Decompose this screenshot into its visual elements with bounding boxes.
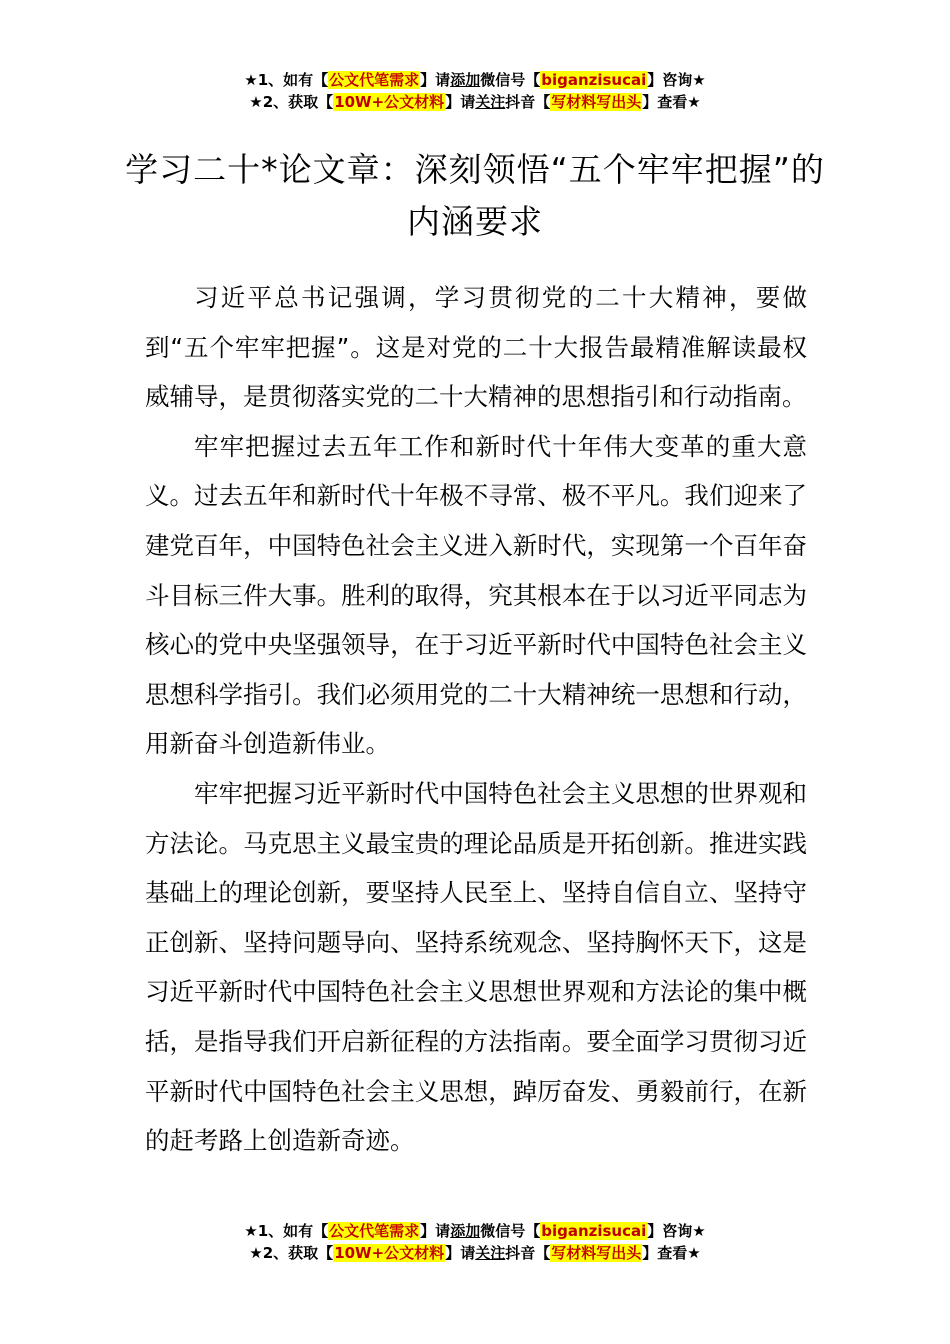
- promo-underlined: 关注: [475, 93, 506, 111]
- promo-underlined: 添加: [450, 71, 481, 89]
- promo-banner-bottom: [0, 1220, 950, 1264]
- promo-text: 抖音【: [505, 1244, 551, 1262]
- document-body: [145, 273, 807, 1166]
- promo-text: ★1、如有【: [244, 1222, 329, 1240]
- promo-line-2: [0, 91, 950, 113]
- promo-highlight: 公文代笔需求: [329, 71, 420, 89]
- promo-line-2: [0, 1242, 950, 1264]
- promo-text: 】请: [420, 71, 451, 89]
- promo-text: 】请: [445, 93, 476, 111]
- promo-text: ★2、获取【: [249, 1244, 334, 1262]
- promo-text: 】请: [420, 1222, 451, 1240]
- promo-wechat-id: biganzisucai: [541, 71, 647, 89]
- promo-text: ★1、如有【: [244, 71, 329, 89]
- promo-banner-top: [0, 69, 950, 113]
- promo-underlined: 添加: [450, 1222, 481, 1240]
- body-paragraph: 习近平总书记强调，学习贯彻党的二十大精神，要做到“五个牢牢把握”。这是对党的二十大报告最精准解读最权威辅导，是贯彻落实党的二十大精神的思想指引和行动指南。: [145, 283, 807, 412]
- promo-text: 抖音【: [505, 93, 551, 111]
- promo-douyin-id: 写材料写出头: [551, 93, 642, 111]
- promo-highlight: 10W+公文材料: [334, 1244, 445, 1262]
- promo-text: 】咨询★: [647, 1222, 706, 1240]
- promo-line-1: [0, 1220, 950, 1242]
- promo-text: 微信号【: [480, 71, 541, 89]
- promo-underlined: 关注: [475, 1244, 506, 1262]
- body-paragraph: 牢牢把握过去五年工作和新时代十年伟大变革的重大意义。过去五年和新时代十年极不寻常、极不平凡。我们迎来了建党百年，中国特色社会主义进入新时代，实现第一个百年奋斗目标三件大事。胜利的取得，究其根本在于以习近平同志为核心的党中央坚强领导，在于习近平新时代中国特色社会主义思想科学指引。我们必须用党的二十大精神统一思想和行动，用新奋斗创造新伟业。: [145, 431, 807, 759]
- promo-text: 】查看★: [642, 93, 701, 111]
- body-paragraph: 牢牢把握习近平新时代中国特色社会主义思想的世界观和方法论。马克思主义最宝贵的理论品质是开拓创新。推进实践基础上的理论创新，要坚持人民至上、坚持自信自立、坚持守正创新、坚持问题导向、坚持系统观念、坚持胸怀天下，这是习近平新时代中国特色社会主义思想世界观和方法论的集中概括，是指导我们开启新征程的方法指南。要全面学习贯彻习近平新时代中国特色社会主义思想，踔厉奋发、勇毅前行，在新的赶考路上创造新奇迹。: [145, 778, 807, 1156]
- document-title: 学习二十*论文章：深刻领悟“五个牢牢把握”的内涵要求: [125, 150, 825, 242]
- promo-text: ★2、获取【: [249, 93, 334, 111]
- promo-line-1: [0, 69, 950, 91]
- promo-text: 】请: [445, 1244, 476, 1262]
- promo-douyin-id: 写材料写出头: [551, 1244, 642, 1262]
- promo-wechat-id: biganzisucai: [541, 1222, 647, 1240]
- promo-highlight: 10W+公文材料: [334, 93, 445, 111]
- promo-text: 微信号【: [480, 1222, 541, 1240]
- promo-text: 】查看★: [642, 1244, 701, 1262]
- promo-highlight: 公文代笔需求: [329, 1222, 420, 1240]
- promo-text: 】咨询★: [647, 71, 706, 89]
